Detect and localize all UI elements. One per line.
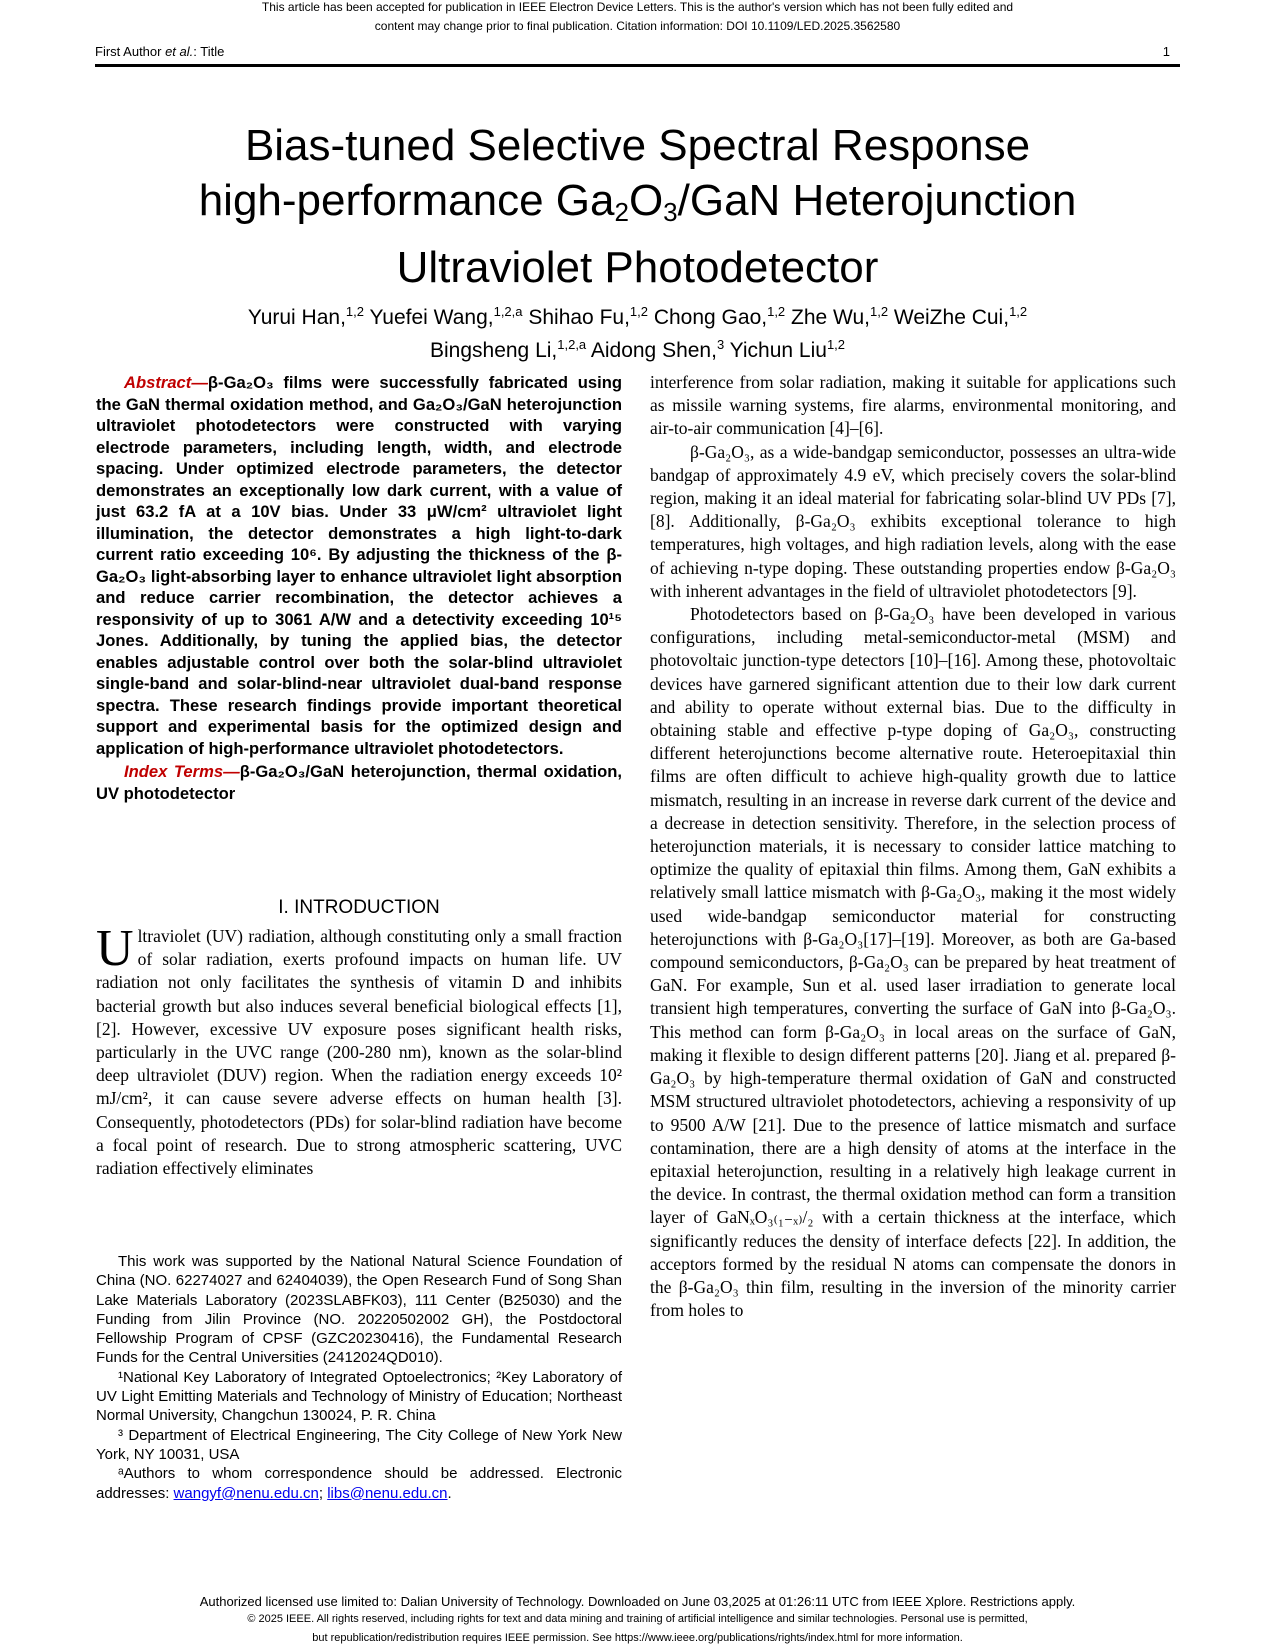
author-affiliation: 1,2 [767, 304, 786, 319]
email-link-2[interactable]: libs@nenu.edu.cn [327, 1484, 448, 1502]
right-paragraph-1: interference from solar radiation, making it suitable for applications such as missile warning systems, fire alarms, environmental monitoring, and air-to-air communication [4]–[6]. [650, 372, 1176, 439]
abstract-label: Abstract— [124, 373, 208, 392]
title-sub2: 3 [663, 197, 678, 227]
author-affiliation: 1,2 [869, 304, 889, 319]
email-separator: ; [318, 1484, 328, 1502]
correspondence-note [96, 1464, 622, 1503]
right-paragraph-3: Photodetectors based on β-Ga₂O₃ have been developed in various configurations, including metal-semiconductor-metal (MSM) and photovoltaic junction-type detectors [10]–[16]. Among these, photovoltaic devices have garnered significant attention due to their low dark current and ability to operate without external bias. Due to the difficulty in obtaining stable and effective p-type doping of Ga₂O₃, constructing different heterojunctions become alternative route. Heteroepitaxial thin films are often difficult to achieve high-quality growth due to lattice mismatch, resulting in an increase in reverse dark current of the device and a decrease in detection sensitivity. Therefore, in the selection process of heterojunction materials, it is necessary to consider lattice matching to optimize the quality of epitaxial thin films. Among them, GaN exhibits a relatively small lattice mismatch with β-Ga₂O₃, making it the most widely used wide-bandgap semiconductor material for constructing heterojunctions with β-Ga₂O₃[17]–[19]. Moreover, as both are Ga-based compound semiconductors, β-Ga₂O₃ can be prepared by heat treatment of GaN. For example, Sun et al. used laser irradiation to generate local transient high temperatures, converting the surface of GaN into β-Ga₂O₃. This method can form β-Ga₂O₃ in local areas on the surface of GaN, making it flexible to design different patterns [20]. Jiang et al. prepared β-Ga₂O₃ by high-temperature thermal oxidation of GaN and constructed MSM structured ultraviolet photodetectors, achieving a responsivity of up to 9500 A/W [21]. Due to the presence of lattice mismatch and surface contamination, there are a high density of atoms at the interface in the epitaxial heterojunction, resulting in a relatively high leakage current in the device. In contrast, the thermal oxidation method can form a transition layer of GaNₓO₃₍₁₋ₓ₎/₂ with a certain thickness at the interface, which significantly reduces the density of interface defects [22]. In addition, the acceptors formed by the residual N atoms can compensate the donors in the β-Ga₂O₃ thin film, resulting in the inversion of the minority carrier from holes to [650, 604, 1176, 1321]
copyright-line2: but republication/redistribution requires IEEE permission. See https://www.ieee.org/publications/rights/index.html for more information. [312, 1632, 963, 1644]
abstract-text: β-Ga₂O₃ films were successfully fabricated using the GaN thermal oxidation method, and Ga₂O₃/GaN heterojunction ultraviolet photodetectors were constructed with varying electrode parameters, including length, width, and electrode spacing. Under optimized electrode parameters, the detector demonstrates an exceptionally low dark current, with a value of just 63.2 fA at a 10V bias. Under 33 μW/cm² ultraviolet light illumination, the detector demonstrates a high light-to-dark current ratio exceeding 10⁶. By adjusting the thickness of the β-Ga₂O₃ light-absorbing layer to enhance ultraviolet light absorption and reduce carrier recombination, the detector achieves a responsivity of up to 3061 A/W and a detectivity exceeding 10¹⁵ Jones. Additionally, by tuning the applied bias, the detector enables adjustable control over both the solar-blind ultraviolet single-band and solar-blind-near ultraviolet dual-band response spectra. These research findings provide important theoretical support and experimental basis for the optimized design and application of high-performance ultraviolet photodetectors. [96, 373, 622, 758]
author-name: Yuefei Wang, [364, 306, 494, 329]
title-line2 [95, 173, 1180, 240]
author-name: Shihao Fu, [522, 306, 630, 329]
introduction-paragraph [96, 920, 622, 1180]
author-name: Bingsheng Li, [429, 339, 558, 362]
correspondence-text: ᵃAuthors to whom correspondence should be addressed. Electronic addresses: [96, 1465, 622, 1502]
right-paragraph-2: β-Ga₂O₃, as a wide-bandgap semiconductor, possesses an ultra-wide bandgap of approximately 4.9 eV, which precisely covers the solar-blind region, making it an ideal material for fabricating solar-blind UV PDs [7], [8]. Additionally, β-Ga₂O₃ exhibits exceptional tolerance to high temperatures, high voltages, and high radiation levels, along with the ease of achieving n-type doping. These outstanding properties endow β-Ga₂O₃ with inherent advantages in the field of ultraviolet photodetectors [9]. [650, 441, 1176, 601]
footnotes [96, 1252, 622, 1503]
author-line2 [95, 331, 1180, 364]
author-list [95, 298, 1180, 364]
page-number: 1 [1162, 44, 1170, 59]
author-name: Yichun Liu [724, 339, 827, 362]
affiliation-note-1-2: ¹National Key Laboratory of Integrated Optoelectronics; ²Key Laboratory of UV Light Emitting Materials and Technology of Ministry of Education; Northeast Normal University, Changchun 130024, P. R. China [96, 1368, 622, 1425]
title-line2-c: /GaN Heterojunction [677, 176, 1077, 225]
abstract [96, 372, 622, 804]
author-name: Zhe Wu, [785, 306, 870, 329]
index-terms-label: Index Terms— [124, 762, 240, 781]
correspondence-end: . [447, 1484, 452, 1502]
author-line1 [95, 298, 1180, 331]
affiliation-note-3: ³ Department of Electrical Engineering, The City College of New York New York, NY 10031, USA [96, 1426, 622, 1463]
author-affiliation: 1,2 [345, 304, 364, 319]
author-name: Chong Gao, [648, 306, 768, 329]
title-line2-b: O [628, 176, 664, 225]
section-heading-introduction: I. INTRODUCTION [278, 897, 440, 918]
right-column [650, 371, 1176, 1322]
author-affiliation: 1,2 [826, 337, 846, 352]
copyright-line1: © 2025 IEEE. All rights reserved, including rights for text and data mining and training of artificial intelligence and similar technologies. Personal use is permitted, [247, 1613, 1028, 1625]
author-affiliation: 1,2 [629, 304, 648, 319]
acceptance-notice-line2: content may change prior to final publication. Citation information: DOI 10.1109/LED.2025.3562580 [374, 19, 901, 33]
author-name: WeiZhe Cui, [888, 306, 1010, 329]
title-line1: Bias-tuned Selective Spectral Response [244, 121, 1031, 170]
intro-text: ltraviolet (UV) radiation, although constituting only a small fraction of solar radiation, exerts profound impacts on human life. UV radiation not only facilitates the synthesis of vitamin D and inhibits bacterial growth but also induces several beneficial biological effects [1], [2]. However, excessive UV exposure poses significant health risks, particularly in the UVC range (200-280 nm), known as the solar-blind deep ultraviolet (DUV) region. When the radiation energy exceeds 10² mJ/cm², it can cause severe adverse effects on human health [3]. Consequently, photodetectors (PDs) for solar-blind radiation have become a focal point of research. Due to strong atmospheric scattering, UVC radiation effectively eliminates [96, 926, 622, 1179]
license-notice: Authorized licensed use limited to: Dalian University of Technology. Downloaded on June 03,2025 at 01:26:11 UTC from IEEE Xplore. Restrictions apply. [199, 1594, 1076, 1609]
title-sub1: 2 [614, 197, 629, 227]
author-affiliation: 1,2 [1009, 304, 1028, 319]
author-name: Yurui Han, [247, 306, 346, 329]
running-header-etal: et al. [165, 44, 194, 59]
running-header-suffix: : Title [193, 44, 225, 59]
title-line3: Ultraviolet Photodetector [396, 243, 879, 292]
title-line2-a: high-performance Ga [198, 176, 615, 225]
running-header-prefix: First Author [95, 44, 166, 59]
author-affiliation: 3 [716, 337, 725, 352]
email-link-1[interactable]: wangyf@nenu.edu.cn [173, 1484, 319, 1502]
acceptance-notice-line1: This article has been accepted for publication in IEEE Electron Device Letters. This is the author's version which has not been fully edited and [261, 0, 1014, 14]
author-affiliation: 1,2,a [493, 304, 523, 319]
paper-title [95, 118, 1180, 295]
index-terms [96, 761, 622, 804]
index-terms-text: β-Ga₂O₃/GaN heterojunction, thermal oxidation, UV photodetector [96, 762, 622, 803]
running-header [95, 44, 1180, 67]
funding-note: This work was supported by the National Natural Science Foundation of China (NO. 62274027 and 62404039), the Open Research Fund of Song Shan Lake Materials Laboratory (2023SLABFK03), 111 Center (B25030) and the Funding from Jilin Province (NO. 20220502002 GH), the Postdoctoral Fellowship Program of CPSF (GZC20230416), the Fundamental Research Funds for the Central Universities (2412024QD010). [96, 1253, 622, 1367]
drop-cap: U [96, 920, 134, 977]
author-affiliation: 1,2,a [557, 337, 587, 352]
author-name: Aidong Shen, [586, 339, 717, 362]
